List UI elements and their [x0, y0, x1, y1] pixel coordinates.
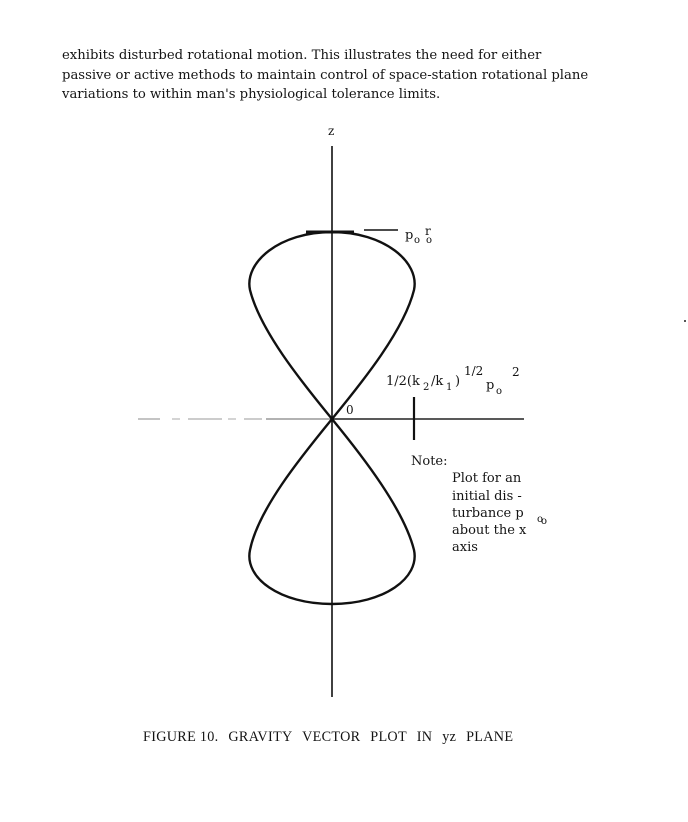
note-line: about the x [452, 523, 527, 538]
svg-text:o: o [541, 516, 548, 527]
svg-text:/k: /k [431, 374, 444, 389]
caption-word: PLANE [466, 729, 514, 745]
scan-speck [684, 320, 686, 322]
caption-word: PLOT [370, 729, 407, 745]
amplitude-label [386, 364, 520, 397]
svg-text:2: 2 [423, 382, 430, 393]
svg-text:p: p [486, 378, 495, 393]
caption-word: yz [442, 729, 457, 745]
z-axis-label: z [328, 124, 335, 138]
svg-text:1/2(k: 1/2(k [386, 374, 420, 389]
svg-text:o: o [414, 235, 421, 246]
svg-text:p: p [405, 228, 414, 243]
note-line: initial dis - [452, 489, 522, 504]
caption-word: VECTOR [302, 729, 361, 745]
svg-text:1/2: 1/2 [464, 364, 484, 378]
svg-text:o: o [496, 386, 503, 397]
paragraph-line: passive or active methods to maintain control of space-station rotational plane [62, 67, 589, 83]
svg-text:o: o [426, 235, 433, 246]
por-label [405, 224, 432, 246]
caption-number: FIGURE 10. [143, 729, 219, 745]
note-line: turbance p [452, 506, 524, 521]
svg-text:r: r [425, 224, 431, 238]
paragraph-line: variations to within man's physiological tolerance limits. [62, 87, 441, 102]
origin-label: 0 [346, 403, 354, 417]
note-heading: Note: [411, 454, 448, 469]
paragraph-line: exhibits disturbed rotational motion. This illustrates the need for either [62, 48, 542, 63]
svg-text:1: 1 [446, 382, 453, 393]
caption-word: IN [416, 729, 433, 745]
figure-caption [143, 729, 519, 746]
caption-word: GRAVITY [228, 729, 293, 745]
note-line: axis [452, 540, 478, 555]
note-block [411, 454, 547, 555]
svg-text:2: 2 [512, 365, 520, 379]
svg-text:): ) [455, 374, 461, 389]
note-line: Plot for an [452, 471, 522, 486]
svg-text:o: o [537, 514, 544, 525]
